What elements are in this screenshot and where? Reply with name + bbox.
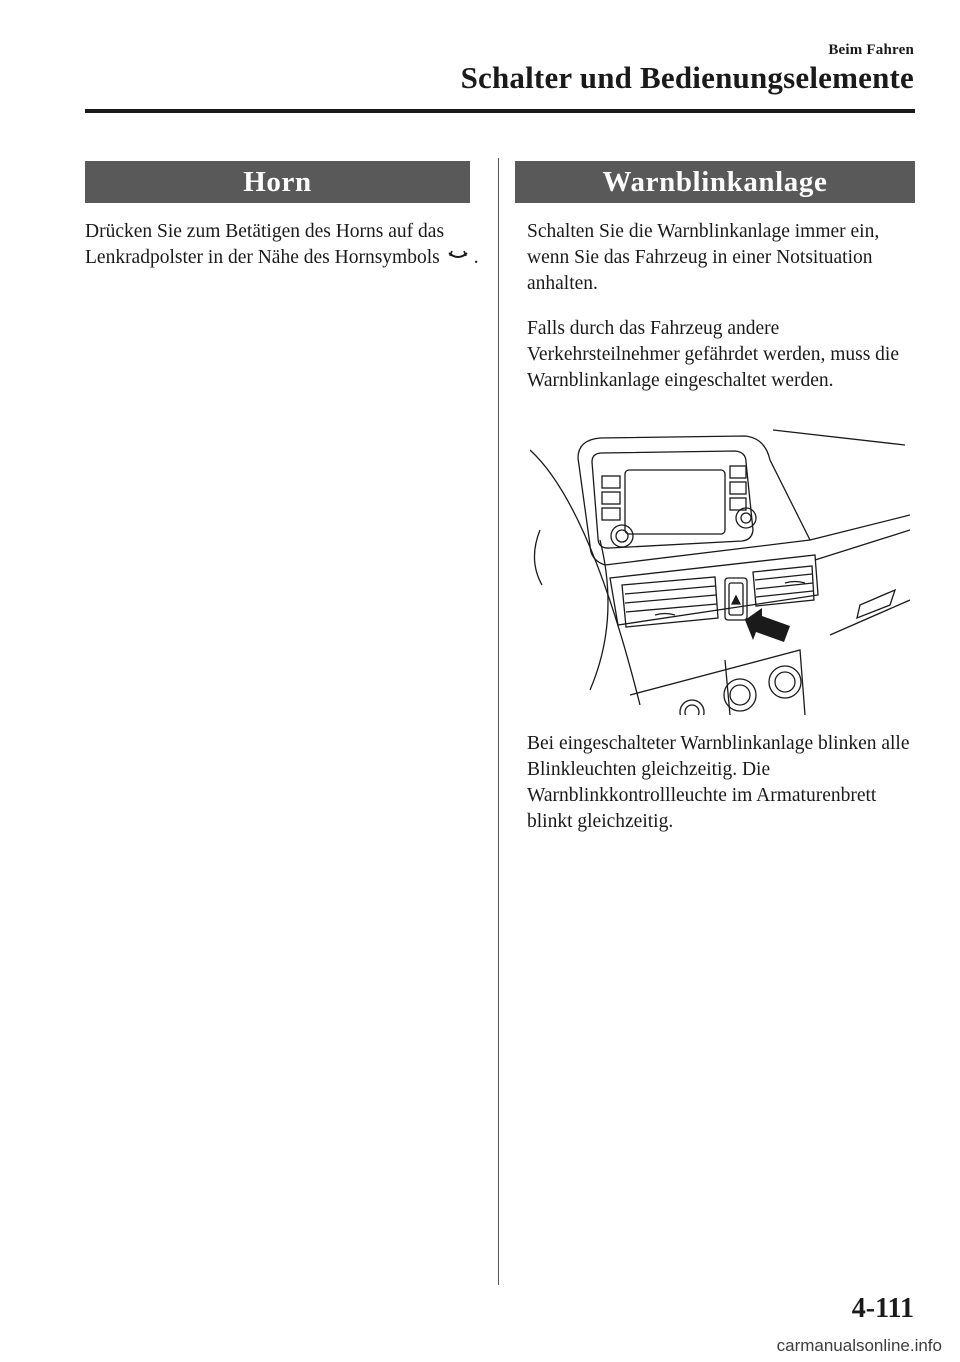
hazard-paragraph-1: Schalten Sie die Warnblinkanlage immer ein, wenn Sie das Fahrzeug in einer Notsituation anhalten. [527,221,880,294]
hazard-switch-illustration [530,420,910,715]
horn-paragraph [85,219,485,271]
chapter-label: Beim Fahren [828,42,914,58]
watermark: carmanualsonline.info [776,1336,942,1355]
hazard-paragraph-2: Falls durch das Fahrzeug andere Verkehrsteilnehmer gefährdet werden, muss die Warnblinkanlage eingeschaltet werden. [527,318,899,391]
horn-icon [448,250,468,262]
hazard-paragraph-3: Bei eingeschalteter Warnblinkanlage blinken alle Blinkleuchten gleichzeitig. Die Warnblinkkontrollleuchte im Armaturenbrett blinkt gleichzeitig. [527,733,910,832]
page-number: 4-111 [851,1293,914,1324]
section-title: Schalter und Bedienungselemente [460,60,914,95]
horn-heading: Horn [85,161,470,203]
hazard-heading: Warnblinkanlage [515,161,915,203]
horn-text-end: . [473,247,479,268]
header-rule [85,109,915,113]
horn-text: Drücken Sie zum Betätigen des Horns auf das Lenkradpolster in der Nähe des Hornsymbols [85,221,445,268]
column-divider [498,158,499,1285]
